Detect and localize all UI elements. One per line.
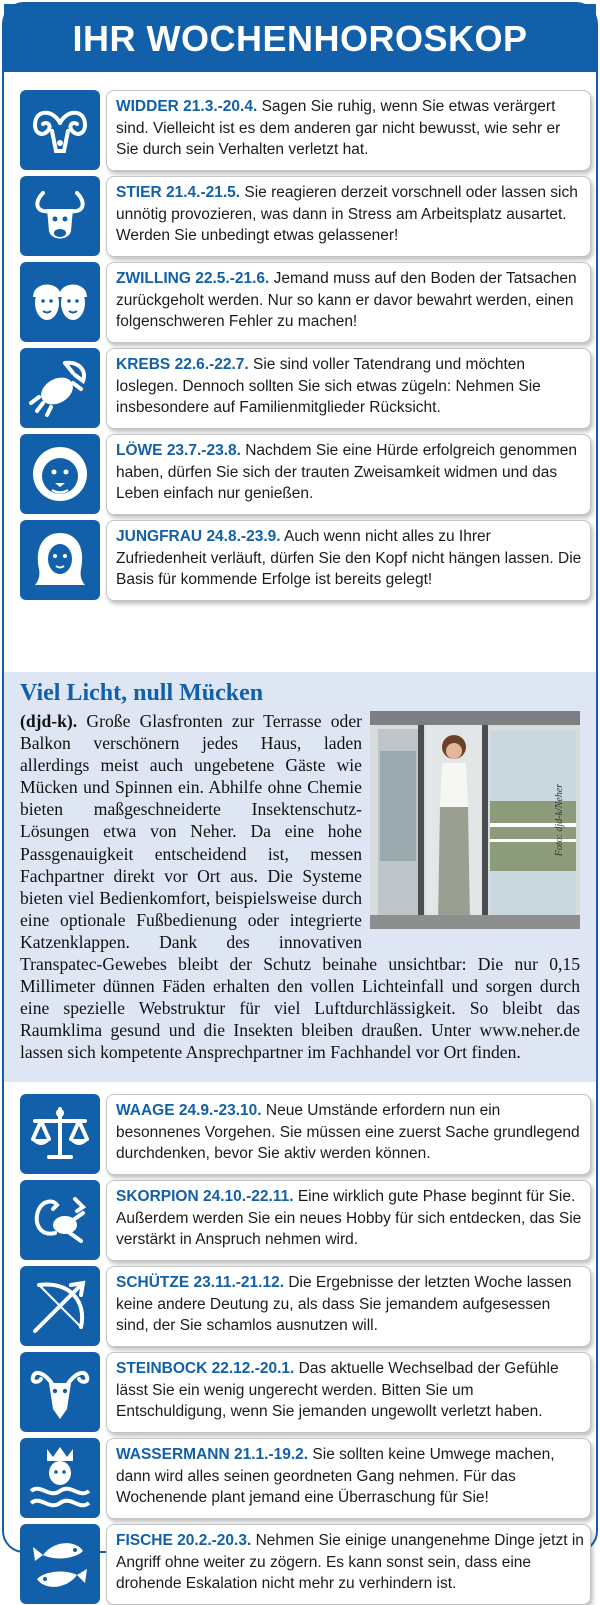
sign-dates: 21.4.-21.5.	[165, 184, 241, 201]
sign-item-skorpion	[20, 1180, 582, 1260]
sign-text	[106, 90, 591, 171]
cancer-crab-icon	[20, 348, 100, 428]
sign-forecast: Die Ergebnisse der letzten Woche lassen keine andere Deutung zu, als dass Sie jemandem aufgesessen sind, der Sie schamlos ausnutzen will.	[116, 1274, 572, 1334]
sign-name: WIDDER	[116, 98, 179, 115]
article-photo	[370, 711, 580, 929]
sign-forecast: Eine wirklich gute Phase beginnt für Sie. Außerdem werden Sie ein neues Hobby für sich entdecken, das Sie verstärkt in Anspruch nehmen wird.	[116, 1188, 582, 1248]
sign-name: WAAGE	[116, 1102, 175, 1119]
advertorial-article	[4, 672, 596, 1082]
divider	[4, 1082, 596, 1086]
article-source: (djd-k).	[20, 711, 78, 731]
scorpio-scorpion-icon	[20, 1180, 100, 1260]
horoscope-panel	[2, 2, 598, 1592]
article-text: Große Glasfronten zur Terrasse oder Balkon verschönern jedes Haus, laden allerdings meist auch ungebetene Gäste wie Mücken und Spinnen ein. Abhilfe ohne Chemie bieten maßgeschneiderte Insektenschutz-Lösungen etwa von Neher. Da eine hohe Passgenauigkeit entscheidend ist, messen Fachpartner direkt vor Ort aus. Die Systeme bieten viel Bedienkomfort, beispielsweise durch eine optionale Fußbedienung oder integrierte Katzenklappen. Dank des innovativen Transpatec-Gewebes bleibt der Schutz beinahe unsichtbar: Die nur 0,15 Millimeter dünnen Fäden erhalten den vollen Lichteinfall und sorgen durch eine spezielle Webstruktur für viel Luftdurchlässigkeit. So bleibt das Raumklima gesund und die Insekten bleiben draußen. Unter www.neher.de lassen sich kompetente Ansprechpartner im Fachhandel vor Ort finden.	[20, 711, 580, 1063]
sign-dates: 24.9.-23.10.	[178, 1102, 262, 1119]
sign-dates: 20.2.-20.3.	[177, 1532, 252, 1549]
aquarius-waterbearer-icon	[20, 1438, 100, 1518]
sign-dates: 21.1.-19.2.	[233, 1446, 309, 1463]
virgo-maiden-icon	[20, 520, 100, 600]
aries-ram-icon	[20, 90, 100, 170]
sign-text	[106, 1524, 591, 1605]
sign-item-schuetze	[20, 1266, 582, 1346]
sign-dates: 24.8.-23.9.	[206, 528, 281, 545]
sign-item-steinbock	[20, 1352, 582, 1432]
sign-name: ZWILLING	[116, 270, 191, 287]
sign-item-krebs	[20, 348, 582, 428]
sign-dates: 23.11.-21.12.	[193, 1274, 285, 1291]
sign-name: STIER	[116, 184, 162, 201]
sign-forecast: Sie sind voller Tatendrang und möchten loslegen. Dennoch sollten Sie sich etwas zügeln: Nehmen Sie insbesondere auf Familienmitglieder Rücksicht.	[116, 356, 541, 416]
sign-forecast: Sie reagieren derzeit vorschnell oder lassen sich unnötig provozieren, was dann in Stress am Arbeitsplatz ausartet. Werden Sie unbedingt etwas gelassener!	[116, 184, 578, 244]
article-title: Viel Licht, null Mücken	[20, 680, 264, 706]
sign-dates: 23.7.-23.8.	[166, 442, 241, 459]
sign-item-waage	[20, 1094, 582, 1174]
sign-dates: 22.12.-20.1.	[211, 1360, 295, 1377]
leo-lion-icon	[20, 434, 100, 514]
sign-text	[106, 262, 591, 343]
sign-name: WASSERMANN	[116, 1446, 230, 1463]
sign-forecast: Auch wenn nicht alles zu Ihrer Zufriedenheit verläuft, dürfen Sie den Kopf nicht hängen lassen. Die Basis für kommende Erfolge ist bereits gelegt!	[116, 528, 582, 588]
sign-name: KREBS	[116, 356, 171, 373]
pisces-fish-icon	[20, 1524, 100, 1604]
sign-forecast: Nachdem Sie eine Hürde erfolgreich genommen haben, dürfen Sie sich der trauten Zweisamkeit widmen und das Leben einfach nur genießen.	[116, 442, 577, 502]
sign-name: SCHÜTZE	[116, 1274, 190, 1291]
sign-forecast: Jemand muss auf den Boden der Tatsachen zurückgeholt werden. Nur so kann er davor bewahrt werden, einen folgenschweren Fehler zu machen!	[116, 270, 577, 330]
sign-forecast: Sagen Sie ruhig, wenn Sie etwas verärgert sind. Vielleicht ist es dem anderen gar nicht bewusst, wie sehr er Sie durch sein Verhalten verletzt hat.	[116, 98, 561, 158]
sign-item-wassermann	[20, 1438, 582, 1518]
libra-scales-icon	[20, 1094, 100, 1174]
sign-forecast: Neue Umstände erfordern nun ein besonnenes Vorgehen. Sie müssen eine zuerst Sache grundlegend durchdenken, bevor Sie aktiv werden können.	[116, 1102, 580, 1162]
sign-text	[106, 1094, 591, 1175]
sign-dates: 22.6.-22.7.	[174, 356, 249, 373]
sign-text	[106, 176, 591, 257]
sign-forecast: Sie sollten keine Umwege machen, dann wird alles seinen geordneten Gang nehmen. Für das Wochenende plant jemand eine Überraschung für Sie!	[116, 1446, 555, 1506]
capricorn-ibex-icon	[20, 1352, 100, 1432]
sign-dates: 21.3.-20.4.	[183, 98, 258, 115]
photo-credit: Foto: djd-k/Neher	[553, 783, 565, 857]
sign-text	[106, 520, 591, 601]
sign-dates: 24.10.-22.11.	[203, 1188, 294, 1205]
sign-text	[106, 1352, 591, 1433]
sign-item-fische	[20, 1524, 582, 1604]
sign-item-jungfrau	[20, 520, 582, 600]
sign-dates: 22.5.-21.6.	[195, 270, 270, 287]
sign-text	[106, 434, 591, 515]
sign-name: STEINBOCK	[116, 1360, 208, 1377]
sign-name: JUNGFRAU	[116, 528, 203, 545]
sign-item-stier	[20, 176, 582, 256]
page-title: IHR WOCHENHOROSKOP	[4, 4, 596, 72]
sign-item-zwilling	[20, 262, 582, 342]
sign-forecast: Das aktuelle Wechselbad der Gefühle lässt Sie ein wenig ungerecht werden. Bitten Sie um Entschuldigung, wenn Sie jemanden ungewollt verletzt haben.	[116, 1360, 559, 1420]
gemini-twins-icon	[20, 262, 100, 342]
article-body	[20, 710, 580, 1064]
sign-name: LÖWE	[116, 442, 163, 459]
sign-forecast: Nehmen Sie einige unangenehme Dinge jetzt in Angriff ohne weiter zu zögern. Es kann sonst sein, dass eine drohende Eskalation nicht mehr zu verhindern ist.	[116, 1532, 584, 1592]
sign-text	[106, 1266, 591, 1347]
sign-item-loewe	[20, 434, 582, 514]
taurus-bull-icon	[20, 176, 100, 256]
sagittarius-bow-icon	[20, 1266, 100, 1346]
sign-name: SKORPION	[116, 1188, 199, 1205]
sign-text	[106, 1438, 591, 1519]
sign-item-widder	[20, 90, 582, 170]
sign-text	[106, 348, 591, 429]
sign-name: FISCHE	[116, 1532, 173, 1549]
sign-text	[106, 1180, 591, 1261]
